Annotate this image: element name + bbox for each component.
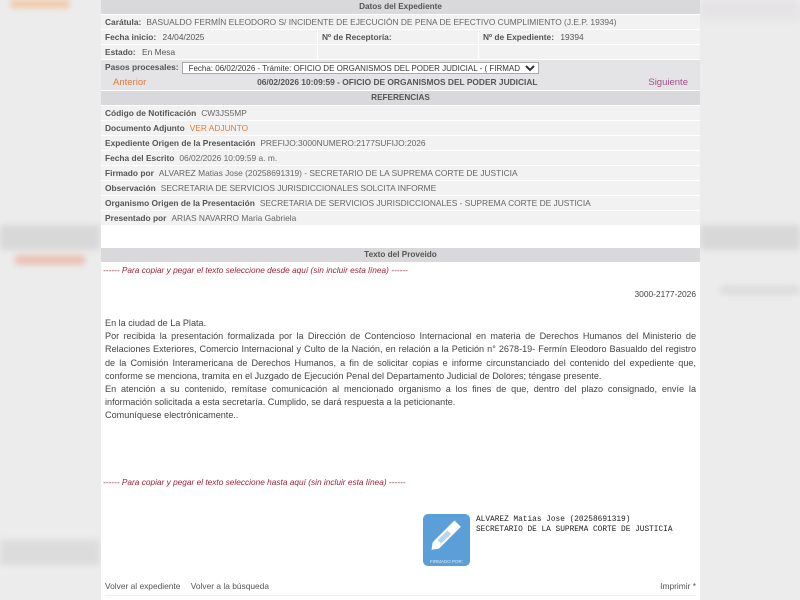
ref-label: Código de Notificación bbox=[105, 108, 197, 118]
ref-value: ARIAS NAVARRO Maria Gabriela bbox=[171, 213, 297, 223]
fecha-inicio-cell bbox=[101, 30, 317, 44]
siguiente-link[interactable]: Siguiente bbox=[648, 77, 688, 88]
ref-row-expediente-origen bbox=[101, 136, 700, 150]
ref-label: Presentado por bbox=[105, 213, 167, 223]
signed-pencil-icon bbox=[423, 514, 470, 566]
estado-row bbox=[101, 45, 700, 60]
step-navigation bbox=[101, 75, 700, 90]
ref-row-codigo bbox=[101, 106, 700, 120]
ver-adjunto-link[interactable]: VER ADJUNTO bbox=[189, 123, 249, 133]
proveido-page bbox=[101, 0, 700, 600]
datos-expediente-header: Datos del Expediente bbox=[101, 0, 700, 14]
texto-proveido-header: Texto del Proveido bbox=[101, 248, 700, 262]
body-paragraph: En atención a su contenido, remítase comunicación al mencionado organismo a los fines de que, dentro del plazo consignado, envíe la información solicitada a esta secretaría. Cumplido, se dará respuesta a la peticionante. bbox=[105, 384, 696, 408]
signer-name: ALVAREZ Matias Jose (20258691319) bbox=[476, 516, 631, 524]
signature-block bbox=[423, 514, 673, 566]
ref-label: Fecha del Escrito bbox=[105, 153, 175, 163]
referencias-header: REFERENCIAS bbox=[101, 91, 700, 105]
ref-label: Documento Adjunto bbox=[105, 123, 185, 133]
ref-row-fecha-escrito bbox=[101, 151, 700, 165]
ref-value: ALVAREZ Matias Jose (20258691319) - SECRETARIO DE LA SUPREMA CORTE DE JUSTICIA bbox=[158, 168, 518, 178]
volver-expediente-link[interactable]: Volver al expediente bbox=[105, 581, 181, 591]
expediente-value: 19394 bbox=[560, 32, 584, 42]
estado-cell bbox=[101, 45, 317, 59]
fecha-inicio-value: 24/04/2025 bbox=[162, 32, 205, 42]
body-paragraph: En la ciudad de La Plata. bbox=[105, 318, 207, 328]
fecha-inicio-label: Fecha inicio: bbox=[105, 32, 157, 42]
firmado-por-caption: FIRMADO POR: bbox=[429, 559, 463, 564]
footer-links bbox=[105, 581, 696, 596]
receptoria-cell bbox=[318, 30, 478, 44]
body-paragraph: Por recibida la presentación formalizada por la Dirección de Contencioso Internacional en materia de Derechos Humanos del Ministerio de Relaciones Exteriores, Comercio Internacional y Culto de la Nación, en relación a la Petición n° 2678-19- Fermín Eleodoro Basualdo del registro de la Comisión Interamericana de Derechos Humanos, a fin de solicitar copias e informe circunstanciado del contenido del expediente que, conforme se menciona, tramita en el Juzgado de Ejecución Penal del Departamento Judicial de Dolores; téngase presente. bbox=[105, 331, 696, 381]
notification-code: CW3JS5MP bbox=[201, 108, 247, 118]
receptoria-label: Nº de Receptoría: bbox=[322, 32, 392, 42]
expediente-label: Nº de Expediente: bbox=[483, 32, 555, 42]
proveido-body bbox=[101, 317, 700, 423]
anterior-link[interactable]: Anterior bbox=[113, 77, 147, 88]
ref-value: 06/02/2026 10:09:59 a. m. bbox=[179, 153, 278, 163]
reference-number: 3000-2177-2026 bbox=[634, 289, 696, 299]
ref-label: Expediente Origen de la Presentación bbox=[105, 138, 256, 148]
ref-value: SECRETARIA DE SERVICIOS JURISDICCIONALES SOLCITA INFORME bbox=[160, 183, 437, 193]
body-paragraph: Comuníquese electrónicamente.. bbox=[105, 410, 239, 421]
pasos-label: Pasos procesales: bbox=[105, 62, 179, 72]
empty-cell bbox=[318, 45, 478, 59]
estado-label: Estado: bbox=[105, 47, 136, 57]
current-step-title: 06/02/2026 10:09:59 - OFICIO DE ORGANISMOS DEL PODER JUDICIAL bbox=[257, 77, 538, 87]
caratula-value: BASUALDO FERMÍN ELEODORO S/ INCIDENTE DE EJECUCIÓN DE PENA DE EFECTIVO CUMPLIMIENTO (J.E.P. 19394) bbox=[146, 17, 617, 27]
ref-label: Organismo Origen de la Presentación bbox=[105, 198, 255, 208]
copy-end-marker: ------ Para copiar y pegar el texto seleccione hasta aquí (sin incluir esta línea) ------ bbox=[103, 477, 406, 487]
ref-label: Observación bbox=[105, 183, 156, 193]
copy-start-marker: ------ Para copiar y pegar el texto seleccione desde aquí (sin incluir esta línea) ------ bbox=[103, 265, 408, 275]
imprimir-link[interactable]: Imprimir * bbox=[660, 581, 696, 591]
ref-row-presentado bbox=[101, 211, 700, 225]
ref-row-observacion bbox=[101, 181, 700, 195]
estado-value: En Mesa bbox=[142, 47, 176, 57]
signer-role: SECRETARIO DE LA SUPREMA CORTE DE JUSTICIA bbox=[476, 526, 673, 534]
volver-busqueda-link[interactable]: Volver a la búsqueda bbox=[190, 581, 269, 591]
ref-label: Firmado por bbox=[105, 168, 154, 178]
ref-value: SECRETARIA DE SERVICIOS JURISDICCIONALES - SUPREMA CORTE DE JUSTICIA bbox=[259, 198, 591, 208]
expediente-info-row bbox=[101, 30, 700, 45]
ref-row-adjunto bbox=[101, 121, 700, 135]
signature-text bbox=[476, 515, 673, 566]
ref-row-organismo bbox=[101, 196, 700, 210]
expediente-number-cell bbox=[479, 30, 700, 44]
pasos-procesales-row bbox=[101, 60, 700, 75]
caratula-label: Carátula: bbox=[105, 17, 142, 27]
caratula-row bbox=[101, 15, 700, 29]
ref-value: PREFIJO:3000NUMERO:2177SUFIJO:2026 bbox=[260, 138, 426, 148]
pasos-procesales-select[interactable] bbox=[182, 62, 539, 74]
ref-row-firmado bbox=[101, 166, 700, 180]
empty-cell bbox=[479, 45, 700, 59]
